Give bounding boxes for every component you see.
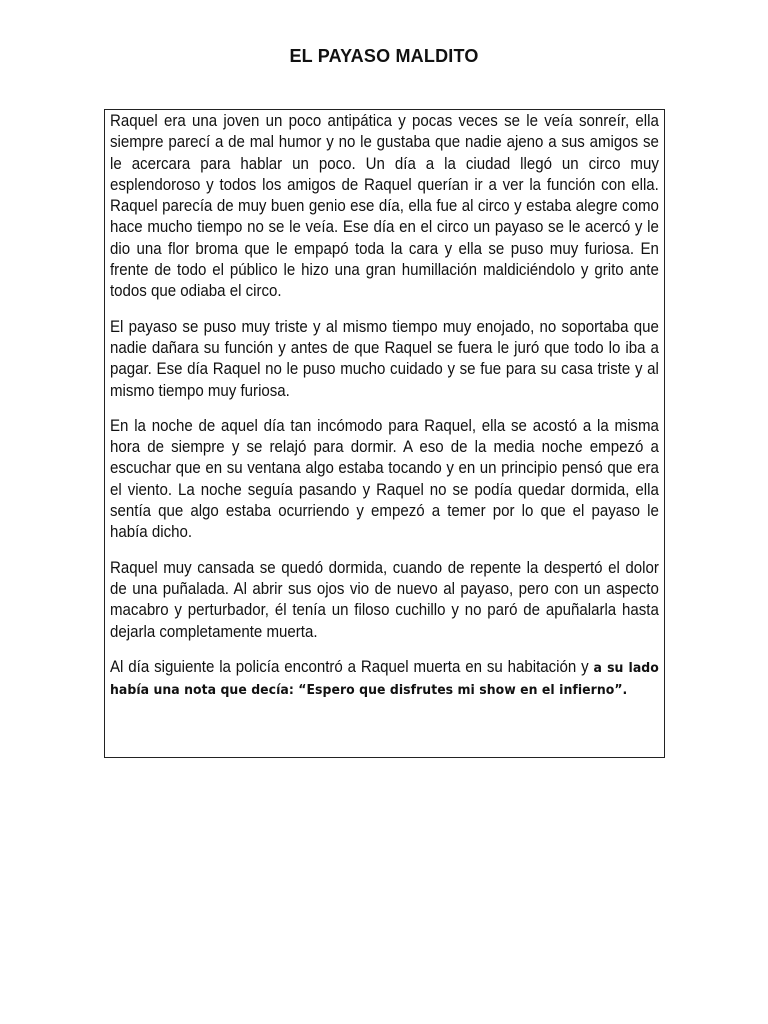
- story-paragraph-5: [110, 657, 659, 702]
- story-paragraph-2: El payaso se puso muy triste y al mismo tiempo muy enojado, no soportaba que nadie dañara su función y antes de que Raquel se fuera le juró que todo lo iba a pagar. Ese día Raquel no le puso mucho cuidado y se fue para su casa triste y al mismo tiempo muy furiosa.: [110, 317, 659, 400]
- final-paragraph-bold: a su lado había una nota que decía: “Espero que disfrutes mi show en el infierno”.: [110, 660, 659, 699]
- story-paragraph-4: Raquel muy cansada se quedó dormida, cuando de repente la despertó el dolor de una puñalada. Al abrir sus ojos vio de nuevo al payaso, pero con un aspecto macabro y perturbador, él tenía un filoso cuchillo y no paró de apuñalarla hasta dejarla completamente muerta.: [110, 558, 659, 641]
- final-paragraph-regular: Al día siguiente la policía encontró a Raquel muerta en su habitación y: [110, 657, 589, 676]
- story-paragraph-3: En la noche de aquel día tan incómodo para Raquel, ella se acostó a la misma hora de siempre y se relajó para dormir. A eso de la media noche empezó a escuchar que en su ventana algo estaba tocando y en un principio pensó que era el viento. La noche seguía pasando y Raquel no se podía quedar dormida, ella sentía que algo estaba ocurriendo y empezó a temer por lo que el payaso le había dicho.: [110, 416, 659, 542]
- story-text-box: [104, 109, 665, 758]
- story-paragraph-1: Raquel era una joven un poco antipática y pocas veces se le veía sonreír, ella siempre parecí a de mal humor y no le gustaba que nadie ajeno a sus amigos se le acercara para hablar un poco. Un día a la ciudad llegó un circo muy esplendoroso y todos los amigos de Raquel querían ir a ver la función con ella. Raquel parecía de muy buen genio ese día, ella fue al circo y estaba alegre como hace mucho tiempo no se le veía. Ese día en el circo un payaso se le acercó y le dio una flor broma que le empapó toda la cara y ella se puso muy furiosa. En frente de todo el público le hizo una gran humillación maldiciéndolo y grito ante todos que odiaba el circo.: [110, 112, 659, 301]
- document-title: EL PAYASO MALDITO: [289, 46, 479, 66]
